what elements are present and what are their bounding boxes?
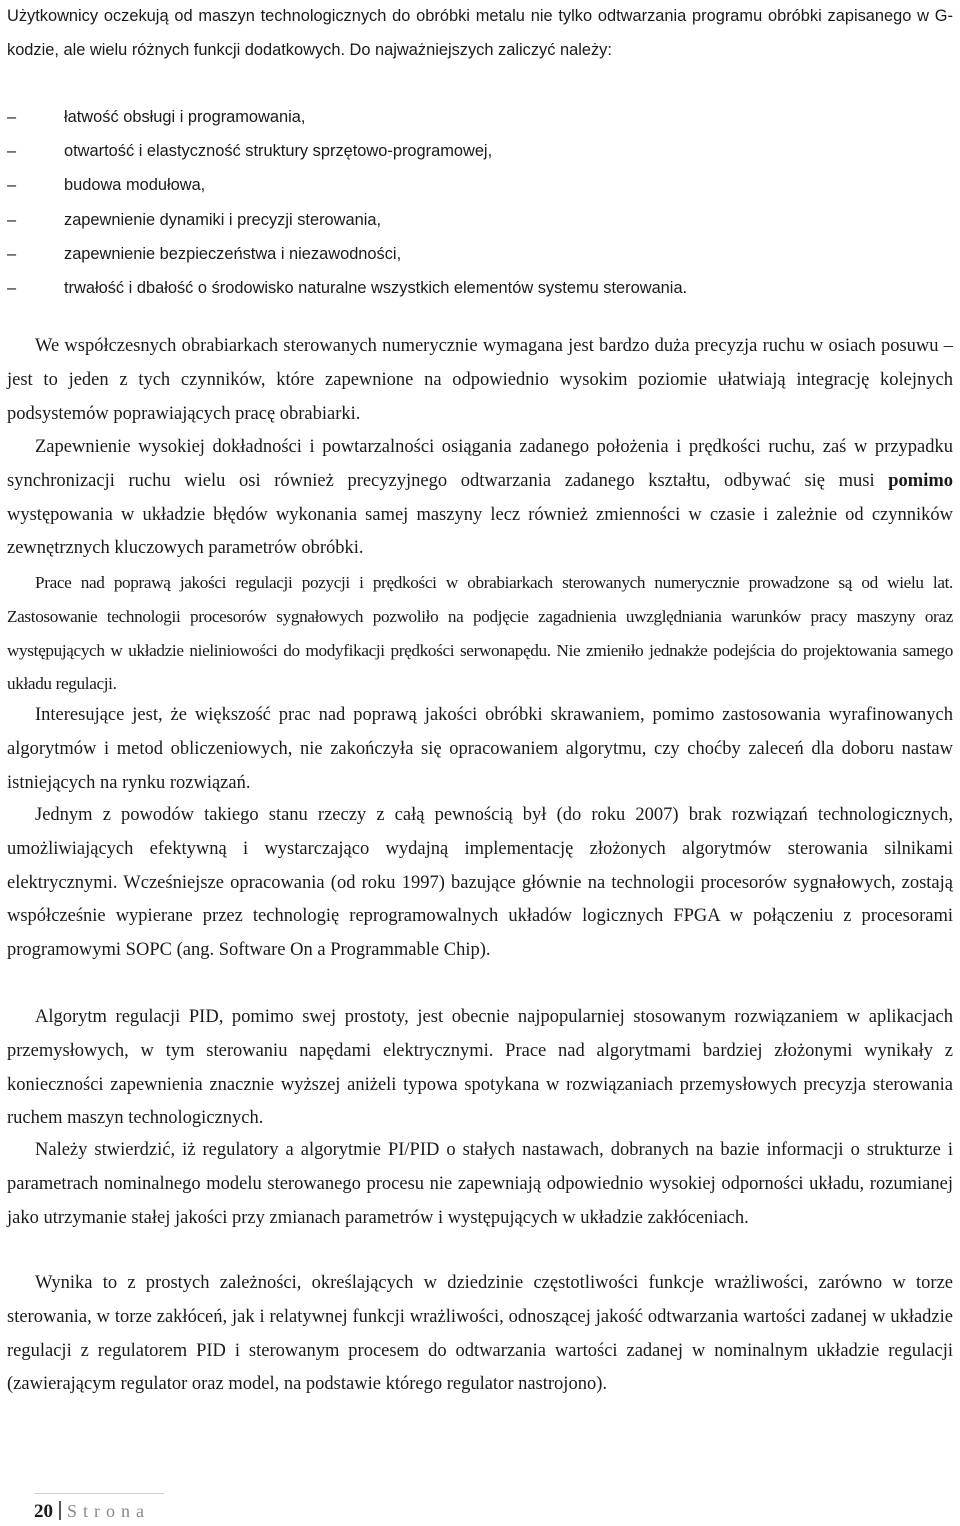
paragraph-block-2 (7, 431, 953, 566)
page-number: 20 (34, 1501, 53, 1522)
list-item-text: otwartość i elastyczność struktury sprzętowo-programowej, (64, 142, 493, 161)
paragraph-accuracy (7, 431, 953, 566)
intro-paragraph: Użytkownicy oczekują od maszyn technologicznych do obróbki metalu nie tylko odtwarzania programu obróbki zapisanego w G-kodzie, ale wielu różnych funkcji dodatkowych. Do najważniejszych zaliczyć należy: (7, 7, 953, 59)
list-item (7, 100, 953, 134)
list-item-text: trwałość i dbałość o środowisko naturalne wszystkich elementów systemu sterowania. (64, 279, 688, 298)
paragraph-precision: We współczesnych obrabiarkach sterowanych numerycznie wymagana jest bardzo duża precyzja ruchu w osiach posuwu – jest to jeden z tych czynników, które zapewnione na odpowiednio wysokim poziomie ułatwiają integrację kolejnych podsystemów poprawiających pracę obrabiarki. (7, 336, 953, 424)
paragraph-pi-pid: Należy stwierdzić, iż regulatory a algorytmie PI/PID o stałych nastawach, dobranych na bazie informacji o strukturze i parametrach nominalnego modelu sterowanego procesu nie zapewniają odpowiednio wysokiej odporności układu, rozumianej jako utrzymanie stałej jakości przy zmianach parametrów i występujących w układzie zakłóceniach. (7, 1140, 953, 1228)
paragraph-interesting: Interesujące jest, że większość prac nad poprawą jakości obróbki skrawaniem, pomimo zastosowania wyrafinowanych algorytmów i metod obliczeniowych, nie zakończyła się opracowaniem algorytmu, czy choćby zaleceń dla doboru nastaw istniejących na rynku rozwiązań. (7, 705, 953, 793)
dash-marker: – (7, 279, 17, 298)
paragraph-accuracy-part2: występowania w układzie błędów wykonania samej maszyny lecz również zmienności w czasie i zależnie od czynników zewnętrznych kluczowych parametrów obróbki. (7, 504, 953, 559)
list-item (7, 168, 953, 202)
paragraph-sensitivity: Wynika to z prostych zależności, określających w dziedzinie częstotliwości funkcje wrażliwości, zarówno w torze sterowania, w torze zakłóceń, jak i relatywnej funkcji wrażliwości, odnoszącej jakość odtwarzania wartości zadanej w układzie regulacji z regulatorem PID i sterowanym procesem do odtwarzania wartości zadanej w nominalnym układzie regulacji (zawierającym regulator oraz model, na podstawie którego regulator nastrojono). (7, 1273, 953, 1395)
paragraph-pid: Algorytm regulacji PID, pomimo swej prostoty, jest obecnie najpopularniej stosowanym rozwiązaniem w aplikacjach przemysłowych, w tym sterowaniu napędami elektrycznymi. Prace nad algorytmami bardziej złożonymi wynikały z konieczności zapewnienia znacznie wyższej aniżeli typowa spotykana w rozwiązaniach przemysłowych precyzja sterowania ruchem maszyn technologicznych. (7, 1007, 953, 1129)
paragraph-block-7 (7, 1134, 953, 1235)
paragraph-block-8 (7, 1267, 953, 1402)
list-item (7, 203, 953, 237)
dash-marker: – (7, 142, 17, 161)
list-item (7, 271, 953, 305)
list-item-text: łatwość obsługi i programowania, (64, 108, 306, 126)
page-footer (34, 1498, 334, 1525)
list-item (7, 134, 953, 168)
paragraph-reasons: Jednym z powodów takiego stanu rzeczy z całą pewnością był (do roku 2007) brak rozwiązań technologicznych, umożliwiających efektywną i wystarczająco wydajną implementację złożonych algorytmów sterowania silnikami elektrycznymi. Wcześniejsze opracowania (od roku 1997) bazujące głównie na technologii procesorów sygnałowych, zostają współcześnie wypierane przez technologię reprogramowalnych układów logicznych FPGA w połączeniu z procesorami programowymi SOPC (ang. Software On a Programmable Chip). (7, 805, 953, 961)
list-item-text: zapewnienie dynamiki i precyzji sterowania, (64, 210, 382, 229)
paragraph-block-4 (7, 699, 953, 800)
paragraph-block-5 (7, 799, 953, 968)
list-item (7, 237, 953, 271)
paragraph-accuracy-part1: Zapewnienie wysokiej dokładności i powtarzalności osiągania zadanego położenia i prędkości ruchu, zaś w przypadku synchronizacji ruchu wielu osi również precyzyjnego odtwarzania zadanego kształtu, odbywać się musi (7, 437, 953, 491)
intro-block (7, 0, 953, 67)
list-item-text: zapewnienie bezpieczeństwa i niezawodności, (64, 244, 402, 263)
requirements-list-block (7, 100, 953, 305)
list-item-text: budowa modułowa, (64, 176, 206, 195)
paragraph-accuracy-bold: pomimo (888, 470, 953, 491)
footer-separator (59, 1501, 61, 1520)
paragraph-block-3 (7, 566, 953, 701)
dash-marker: – (7, 244, 17, 263)
dash-marker: – (7, 108, 17, 126)
dash-marker: – (7, 210, 17, 229)
paragraph-block-6 (7, 1001, 953, 1136)
dash-marker: – (7, 176, 17, 195)
paragraph-regulation-work: Prace nad poprawą jakości regulacji pozycji i prędkości w obrabiarkach sterowanych numerycznie prowadzone są od wielu lat. Zastosowanie technologii procesorów sygnałowych pozwoliło na podjęcie zagadnienia uwzględniania warunków pracy maszyny oraz występujących w układzie nieliniowości do modyfikacji prędkości serwonapędu. Nie zmieniło jednakże podejścia do projektowania samego układu regulacji. (7, 573, 953, 694)
footer-rule (34, 1493, 164, 1494)
page-word: Strona (67, 1501, 150, 1521)
paragraph-block-1 (7, 330, 953, 431)
requirements-list (7, 100, 953, 305)
